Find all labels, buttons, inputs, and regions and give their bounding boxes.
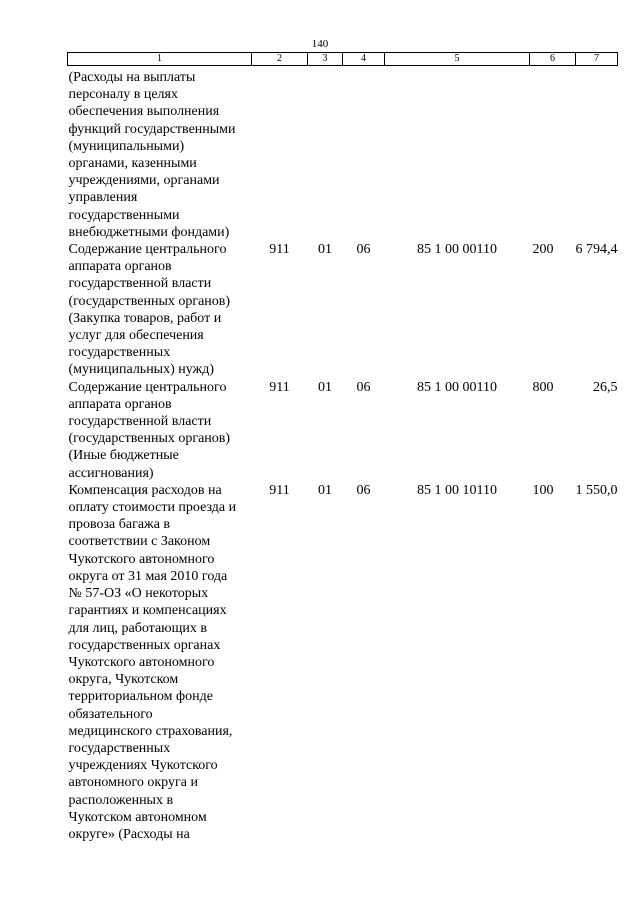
expense-type-code: 200 (532, 242, 554, 258)
table-row (68, 379, 618, 482)
expense-type-code (530, 66, 576, 242)
ministry-code: 911 (269, 482, 290, 498)
expense-description: (Расходы на выплаты персоналу в целях обеспечения выполнения функций государственными (муниципальными) органами, казенными учреждениями, органами управления государственными внебюджетными фондами) (68, 70, 236, 240)
ministry-code (252, 66, 308, 242)
amount (576, 66, 618, 242)
column-header-3: 3 (308, 53, 343, 66)
expense-description: Компенсация расходов на оплату стоимости проезда и провоза багажа в соответствии с Законом Чукотского автономного округа от 31 мая 2010 года № 57-ОЗ «О некоторых гарантиях и компенсациях для лиц, работающих в государственных органах Чукотского автономного округа, Чукотском территориальном фонде обязательного медицинского страхования, государственных учреждениях Чукотского автономного округа и расположенных в Чукотском автономном округе» (Расходы на (68, 482, 237, 842)
section-code: 01 (318, 379, 332, 395)
column-header-4: 4 (343, 53, 385, 66)
table-row (68, 482, 618, 843)
ministry-code: 911 (269, 242, 290, 258)
target-article-code: 85 1 00 10110 (417, 482, 497, 498)
table-row (68, 66, 618, 242)
column-number-row (68, 53, 618, 66)
subsection-code: 06 (356, 379, 371, 395)
section-code: 01 (318, 242, 332, 258)
subsection-code: 06 (356, 242, 371, 258)
budget-table (67, 52, 618, 843)
column-header-1: 1 (68, 53, 252, 66)
amount: 1 550,0 (575, 482, 618, 498)
table-row (68, 241, 618, 379)
column-header-2: 2 (252, 53, 308, 66)
ministry-code: 911 (269, 379, 290, 395)
expense-description: Содержание центрального аппарата органов государственной власти (государственных органов) (Закупка товаров, работ и услуг для обеспечения государственных (муниципальных) нужд) (68, 242, 231, 378)
column-header-5: 5 (385, 53, 530, 66)
target-article-code: 85 1 00 00110 (417, 379, 497, 395)
expense-description: Содержание центрального аппарата органов государственной власти (государственных органов) (Иные бюджетные ассигнования) (68, 379, 231, 481)
page-number: 140 (311, 38, 329, 50)
column-header-6: 6 (530, 53, 576, 66)
target-article-code: 85 1 00 00110 (417, 242, 497, 258)
target-article-code (385, 66, 530, 242)
section-code (308, 66, 343, 242)
subsection-code (343, 66, 385, 242)
expense-type-code: 800 (532, 379, 554, 395)
expense-type-code: 100 (532, 482, 554, 498)
section-code: 01 (318, 482, 332, 498)
amount: 6 794,4 (575, 242, 618, 258)
amount: 26,5 (593, 379, 618, 395)
column-header-7: 7 (576, 53, 618, 66)
subsection-code: 06 (356, 482, 371, 498)
